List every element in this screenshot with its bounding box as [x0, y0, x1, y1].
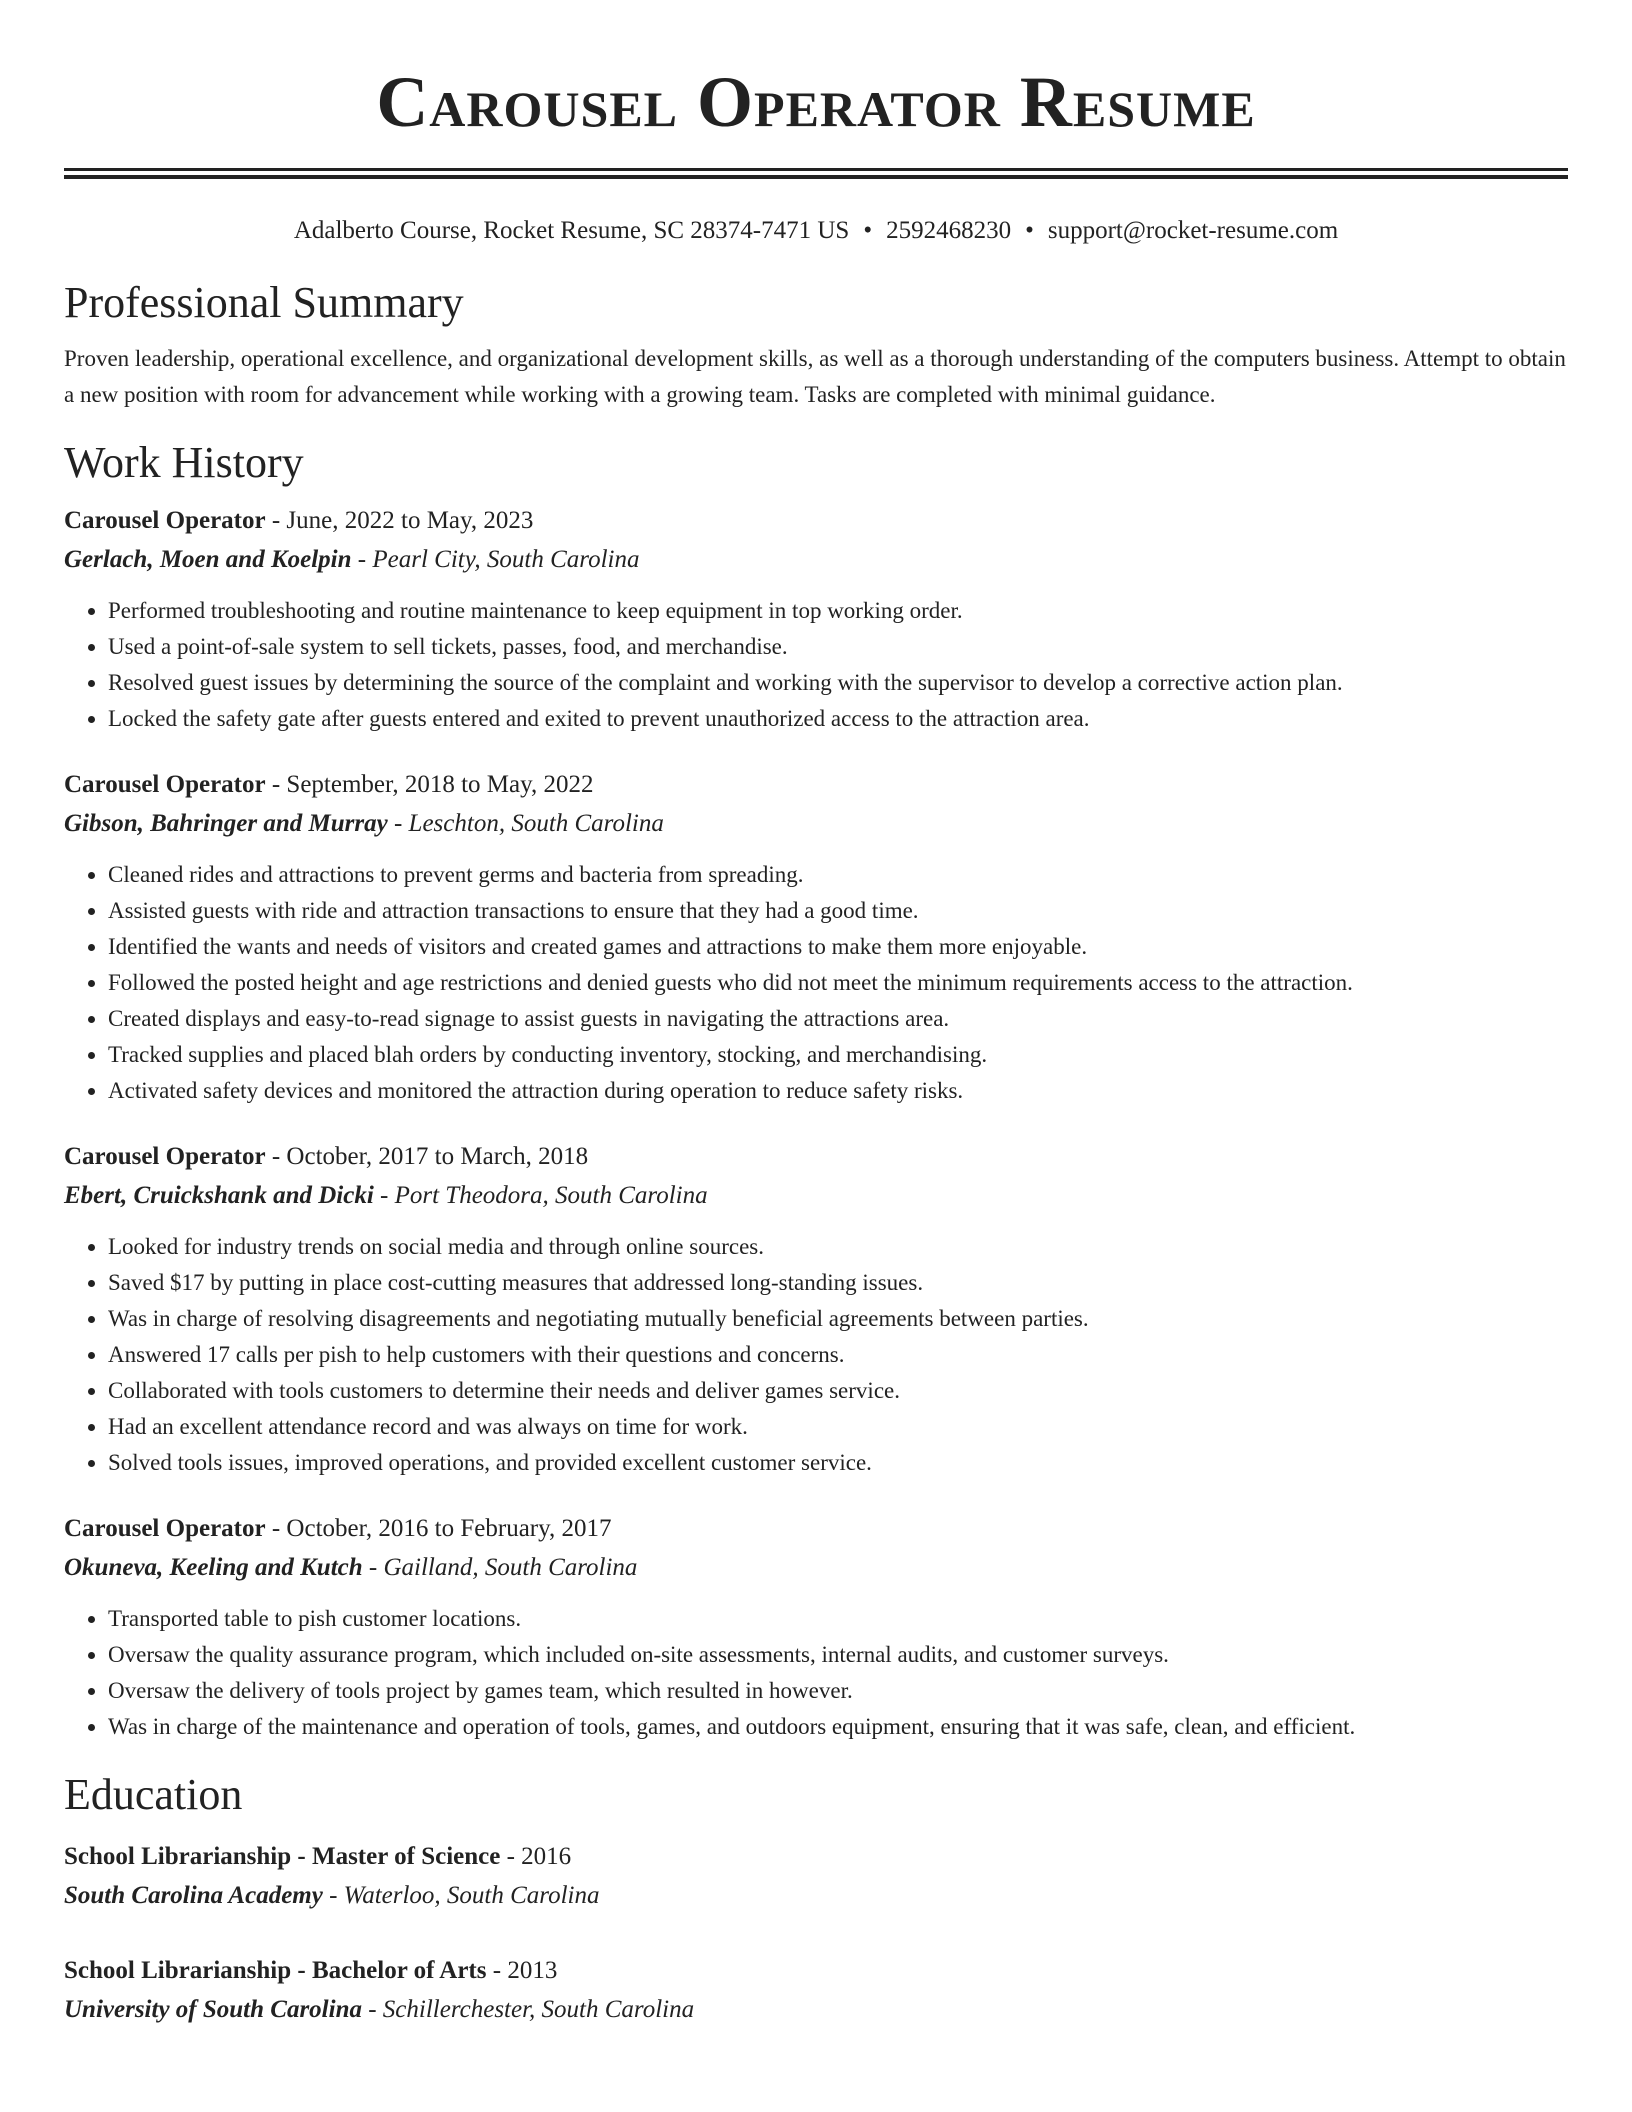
education-entry [64, 1837, 1568, 1915]
job-company: Gerlach, Moen and Koelpin [64, 546, 352, 573]
job-company: Ebert, Cruickshank and Dicki [64, 1182, 374, 1209]
job-company: Gibson, Bahringer and Murray [64, 810, 388, 837]
job-location: - Pearl City, South Carolina [351, 546, 640, 573]
job-bullet: • Cleaned rides and attractions to prevent germs and bacteria from spreading. [108, 857, 1568, 893]
contact-separator: • [1025, 217, 1034, 244]
education-degree: School Librarianship - Master of Science [64, 1843, 501, 1870]
education-location: - Waterloo, South Carolina [322, 1882, 600, 1909]
job-bullet: • Locked the safety gate after guests entered and exited to prevent unauthorized access to the attraction area. [108, 701, 1568, 737]
job-entry [64, 1509, 1568, 1745]
job-bullet: • Was in charge of resolving disagreements and negotiating mutually beneficial agreements between parties. [108, 1301, 1568, 1337]
job-bullet: • Saved $17 by putting in place cost-cutting measures that addressed long-standing issues. [108, 1265, 1568, 1301]
education-degree-line [64, 1951, 1568, 1991]
job-dates: - October, 2016 to February, 2017 [265, 1515, 612, 1542]
job-dates: - October, 2017 to March, 2018 [265, 1143, 589, 1170]
education-year: - 2016 [500, 1843, 572, 1870]
job-title: Carousel Operator [64, 507, 266, 534]
work-history-heading: Work History [64, 438, 304, 487]
education-location: - Schillerchester, South Carolina [361, 1996, 695, 2023]
job-dates: - June, 2022 to May, 2023 [265, 507, 534, 534]
job-entry [64, 1137, 1568, 1481]
contact-separator: • [863, 217, 873, 244]
job-bullet: • Oversaw the quality assurance program, which included on-site assessments, internal audits, and customer surveys. [108, 1637, 1568, 1673]
job-bullet: • Performed troubleshooting and routine maintenance to keep equipment in top working order. [108, 593, 1568, 629]
job-company-line [64, 805, 1568, 843]
education-degree: School Librarianship - Bachelor of Arts [64, 1957, 487, 1984]
job-bullet: • Had an excellent attendance record and was always on time for work. [108, 1409, 1568, 1445]
education-school: University of South Carolina [64, 1996, 362, 2023]
education-school: South Carolina Academy [64, 1882, 323, 1909]
job-bullet: • Was in charge of the maintenance and operation of tools, games, and outdoors equipment, ensuring that it was safe, clean, and efficient. [108, 1709, 1568, 1745]
contact-line [64, 215, 1568, 247]
job-title-line [64, 501, 1568, 541]
job-company-line [64, 1177, 1568, 1215]
job-bullets [64, 1229, 1568, 1481]
job-bullet: • Identified the wants and needs of visitors and created games and attractions to make them more enjoyable. [108, 929, 1568, 965]
contact-phone: 2592468230 [886, 217, 1012, 244]
job-title-line [64, 1509, 1568, 1549]
job-bullets [64, 1601, 1568, 1745]
job-location: - Gailland, South Carolina [362, 1554, 638, 1581]
job-title: Carousel Operator [64, 1515, 266, 1542]
education-school-line [64, 1877, 1568, 1915]
education-entry [64, 1951, 1568, 2029]
job-company-line [64, 541, 1568, 579]
job-bullet: • Tracked supplies and placed blah orders by conducting inventory, stocking, and merchandising. [108, 1037, 1568, 1073]
resume-page [64, 0, 1568, 2029]
job-bullet: • Transported table to pish customer locations. [108, 1601, 1568, 1637]
job-bullet: • Used a point-of-sale system to sell tickets, passes, food, and merchandise. [108, 629, 1568, 665]
contact-address: Adalberto Course, Rocket Resume, SC 28374-7471 US [293, 217, 850, 244]
job-bullet: • Activated safety devices and monitored the attraction during operation to reduce safety risks. [108, 1073, 1568, 1109]
title-divider [64, 168, 1568, 179]
job-dates: - September, 2018 to May, 2022 [265, 771, 594, 798]
job-bullet: • Created displays and easy-to-read signage to assist guests in navigating the attractions area. [108, 1001, 1568, 1037]
education-heading: Education [64, 1770, 243, 1819]
job-bullet: • Resolved guest issues by determining the source of the complaint and working with the supervisor to develop a corrective action plan. [108, 665, 1568, 701]
job-company: Okuneva, Keeling and Kutch [64, 1554, 363, 1581]
education-degree-line [64, 1837, 1568, 1877]
education-school-line [64, 1991, 1568, 2029]
job-location: - Port Theodora, South Carolina [373, 1182, 708, 1209]
job-entry [64, 765, 1568, 1109]
job-title-line [64, 765, 1568, 805]
job-title: Carousel Operator [64, 771, 266, 798]
job-bullet: • Answered 17 calls per pish to help customers with their questions and concerns. [108, 1337, 1568, 1373]
job-bullet: • Oversaw the delivery of tools project by games team, which resulted in however. [108, 1673, 1568, 1709]
job-bullet: • Looked for industry trends on social media and through online sources. [108, 1229, 1568, 1265]
job-location: - Leschton, South Carolina [387, 810, 664, 837]
job-title-line [64, 1137, 1568, 1177]
job-title: Carousel Operator [64, 1143, 266, 1170]
education-year: - 2013 [486, 1957, 558, 1984]
job-bullet: • Followed the posted height and age restrictions and denied guests who did not meet the minimum requirements access to the attraction. [108, 965, 1568, 1001]
job-company-line [64, 1549, 1568, 1587]
job-bullets [64, 857, 1568, 1109]
contact-email: support@rocket-resume.com [1047, 217, 1339, 244]
job-bullets [64, 593, 1568, 737]
job-bullet: • Solved tools issues, improved operations, and provided excellent customer service. [108, 1445, 1568, 1481]
job-bullet: • Collaborated with tools customers to determine their needs and deliver games service. [108, 1373, 1568, 1409]
summary-heading: Professional Summary [64, 278, 464, 327]
summary-text: Proven leadership, operational excellence, and organizational development skills, as well as a thorough understanding of the computers business. Attempt to obtain a new position with room for advancement while working with a growing team. Tasks are completed with minimal guidance. [64, 346, 1566, 407]
job-bullet: • Assisted guests with ride and attraction transactions to ensure that they had a good time. [108, 893, 1568, 929]
page-title: Carousel Operator Resume [376, 62, 1256, 142]
job-entry [64, 501, 1568, 737]
